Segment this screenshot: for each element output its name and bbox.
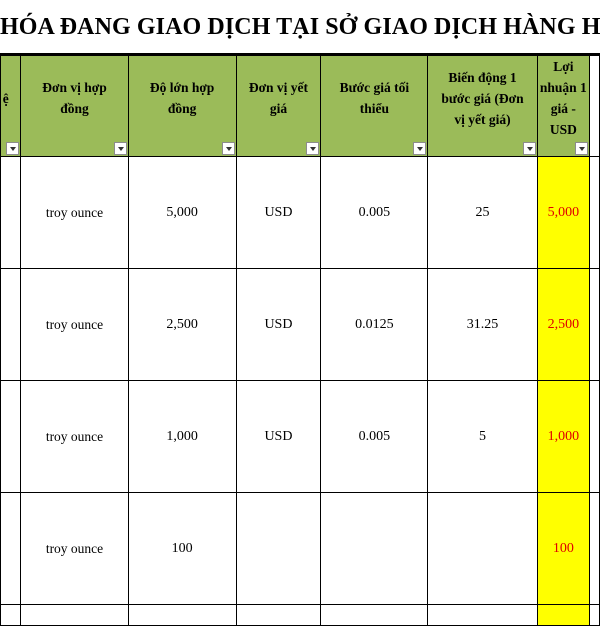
commodity-table bbox=[0, 55, 600, 626]
cell-profit[interactable]: 2,500 bbox=[537, 269, 590, 381]
filter-dropdown-icon[interactable] bbox=[413, 142, 426, 155]
cell-contract-size[interactable]: 5,000 bbox=[128, 157, 236, 269]
cell-min-tick[interactable] bbox=[321, 605, 428, 626]
cell-min-tick[interactable]: 0.005 bbox=[321, 381, 428, 493]
cell-next[interactable] bbox=[590, 157, 600, 269]
cell-contract-unit[interactable] bbox=[21, 605, 128, 626]
cell-contract-size[interactable]: 1,000 bbox=[128, 381, 236, 493]
cell-contract-unit[interactable]: troy ounce bbox=[21, 157, 128, 269]
cell-next[interactable] bbox=[590, 493, 600, 605]
cell-quote-unit[interactable]: USD bbox=[236, 269, 321, 381]
cell-code[interactable] bbox=[1, 157, 21, 269]
header-cell-profit[interactable] bbox=[537, 56, 590, 157]
cell-tick-change[interactable]: 5 bbox=[428, 381, 537, 493]
cell-tick-change[interactable]: 31.25 bbox=[428, 269, 537, 381]
header-label: Bước giá tối thiểu bbox=[339, 80, 410, 116]
header-cell-tick-change[interactable] bbox=[428, 56, 537, 157]
filter-dropdown-icon[interactable] bbox=[114, 142, 127, 155]
cell-quote-unit[interactable] bbox=[236, 493, 321, 605]
header-label: ệ bbox=[2, 90, 9, 106]
cell-tick-change[interactable]: 25 bbox=[428, 157, 537, 269]
cell-next[interactable] bbox=[590, 381, 600, 493]
sheet-title-text: HÓA ĐANG GIAO DỊCH TẠI SỞ GIAO DỊCH HÀNG H bbox=[0, 14, 600, 40]
filter-dropdown-icon[interactable] bbox=[575, 142, 588, 155]
cell-tick-change[interactable] bbox=[428, 605, 537, 626]
header-cell-contract-unit[interactable] bbox=[21, 56, 128, 157]
cell-tick-change[interactable] bbox=[428, 493, 537, 605]
header-label: Đơn vị yết giá bbox=[248, 80, 309, 116]
cell-quote-unit[interactable] bbox=[236, 605, 321, 626]
filter-dropdown-icon[interactable] bbox=[6, 142, 19, 155]
cell-profit[interactable] bbox=[537, 605, 590, 626]
cell-contract-size[interactable] bbox=[128, 605, 236, 626]
header-cell-contract-size[interactable] bbox=[128, 56, 236, 157]
sheet-title bbox=[0, 0, 600, 55]
cell-contract-unit[interactable]: troy ounce bbox=[21, 381, 128, 493]
cell-contract-size[interactable]: 100 bbox=[128, 493, 236, 605]
header-cell-code[interactable] bbox=[1, 56, 21, 157]
cell-next[interactable] bbox=[590, 269, 600, 381]
header-label: Đơn vị hợp đồng bbox=[42, 80, 107, 116]
table-row bbox=[1, 269, 600, 381]
cell-profit[interactable]: 100 bbox=[537, 493, 590, 605]
cell-next[interactable] bbox=[590, 605, 600, 626]
cell-quote-unit[interactable]: USD bbox=[236, 157, 321, 269]
cell-quote-unit[interactable]: USD bbox=[236, 381, 321, 493]
header-label: Độ lớn hợp đồng bbox=[149, 80, 215, 116]
filter-dropdown-icon[interactable] bbox=[523, 142, 536, 155]
table-row bbox=[1, 381, 600, 493]
cell-profit[interactable]: 1,000 bbox=[537, 381, 590, 493]
cell-min-tick[interactable]: 0.005 bbox=[321, 157, 428, 269]
header-cell-min-tick[interactable] bbox=[321, 56, 428, 157]
filter-dropdown-icon[interactable] bbox=[306, 142, 319, 155]
cell-contract-unit[interactable]: troy ounce bbox=[21, 493, 128, 605]
cell-contract-size[interactable]: 2,500 bbox=[128, 269, 236, 381]
cell-min-tick[interactable]: 0.0125 bbox=[321, 269, 428, 381]
cell-code[interactable] bbox=[1, 493, 21, 605]
table-row bbox=[1, 605, 600, 626]
header-cell-quote-unit[interactable] bbox=[236, 56, 321, 157]
header-label: Lợi nhuận 1 giá - USD bbox=[539, 59, 587, 137]
header-row bbox=[1, 56, 600, 157]
filter-dropdown-icon[interactable] bbox=[222, 142, 235, 155]
header-label: Biến động 1 bước giá (Đơn vị yết giá) bbox=[441, 69, 524, 127]
cell-code[interactable] bbox=[1, 381, 21, 493]
table-row bbox=[1, 493, 600, 605]
cell-code[interactable] bbox=[1, 605, 21, 626]
cell-contract-unit[interactable]: troy ounce bbox=[21, 269, 128, 381]
table-row bbox=[1, 157, 600, 269]
cell-code[interactable] bbox=[1, 269, 21, 381]
cell-min-tick[interactable] bbox=[321, 493, 428, 605]
header-cell-next[interactable] bbox=[590, 56, 600, 157]
cell-profit[interactable]: 5,000 bbox=[537, 157, 590, 269]
